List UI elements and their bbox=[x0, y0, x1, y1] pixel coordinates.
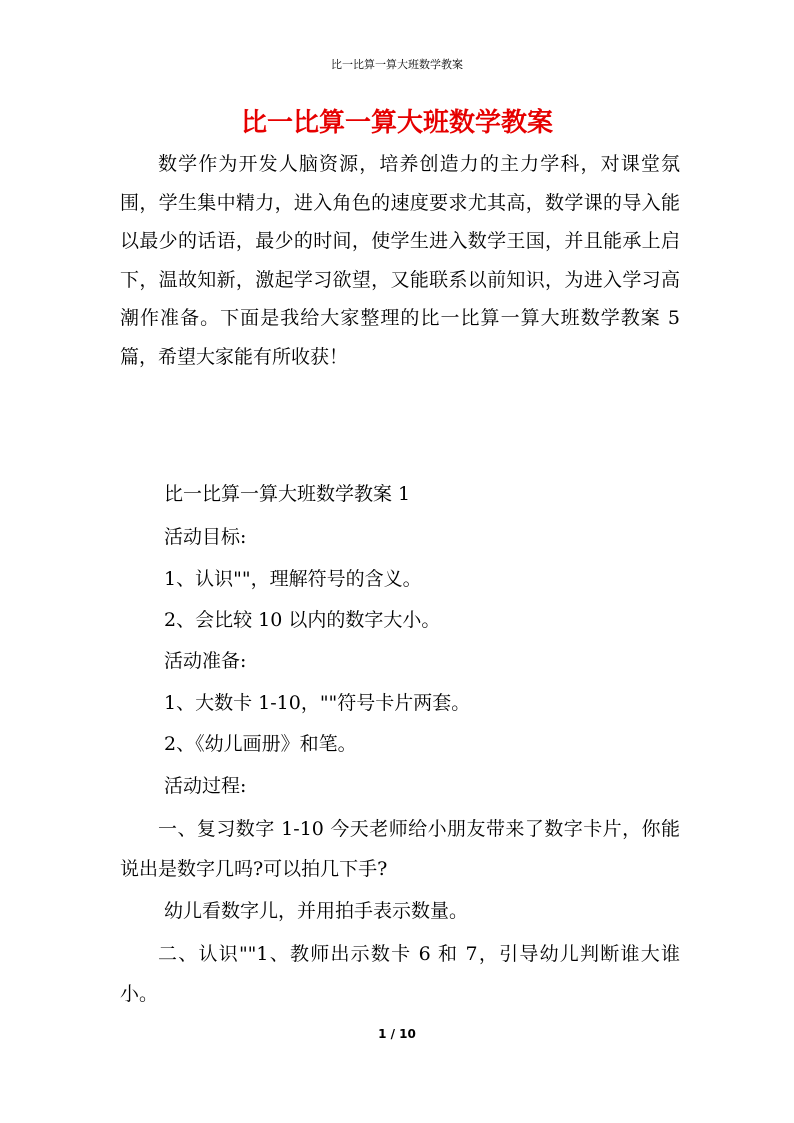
page-indicator: 1 / 10 bbox=[378, 1027, 416, 1041]
process-label: 活动过程: bbox=[164, 775, 247, 797]
document-title: 比一比算一算大班数学教案 bbox=[240, 108, 553, 138]
process-step-2: 二、认识""1、教师出示数卡 6 和 7，引导幼儿判断谁大谁小。 bbox=[120, 943, 680, 1005]
process-step-1b: 幼儿看数字儿，并用拍手表示数量。 bbox=[164, 900, 469, 922]
goal-item-1: 1、认识""，理解符号的含义。 bbox=[164, 568, 422, 590]
goals-label: 活动目标: bbox=[164, 526, 247, 548]
intro-paragraph: 数学作为开发人脑资源，培养创造力的主力学科，对课堂氛围，学生集中精力，进入角色的速度要求尤其高，数学课的导入能以最少的话语，最少的时间，使学生进入数学王国，并且能承上启下，温故知新，激起学习欲望，又能联系以前知识，为进入学习高潮作准备。下面是我给大家整理的比一比算一算大班数学教案 5 篇，希望大家能有所收获！ bbox=[120, 153, 680, 368]
goal-item-2: 2、会比较 10 以内的数字大小。 bbox=[164, 609, 441, 631]
running-header: 比一比算一算大班数学教案 bbox=[331, 58, 463, 71]
prep-item-1: 1、大数卡 1-10，""符号卡片两套。 bbox=[164, 692, 471, 714]
section-title: 比一比算一算大班数学教案 1 bbox=[164, 483, 411, 505]
prep-label: 活动准备: bbox=[164, 650, 247, 672]
prep-item-2: 2、《幼儿画册》和笔。 bbox=[164, 733, 357, 755]
process-step-1: 一、复习数字 1-10 今天老师给小朋友带来了数字卡片，你能说出是数字几吗?可以拍几下手? bbox=[120, 818, 680, 880]
